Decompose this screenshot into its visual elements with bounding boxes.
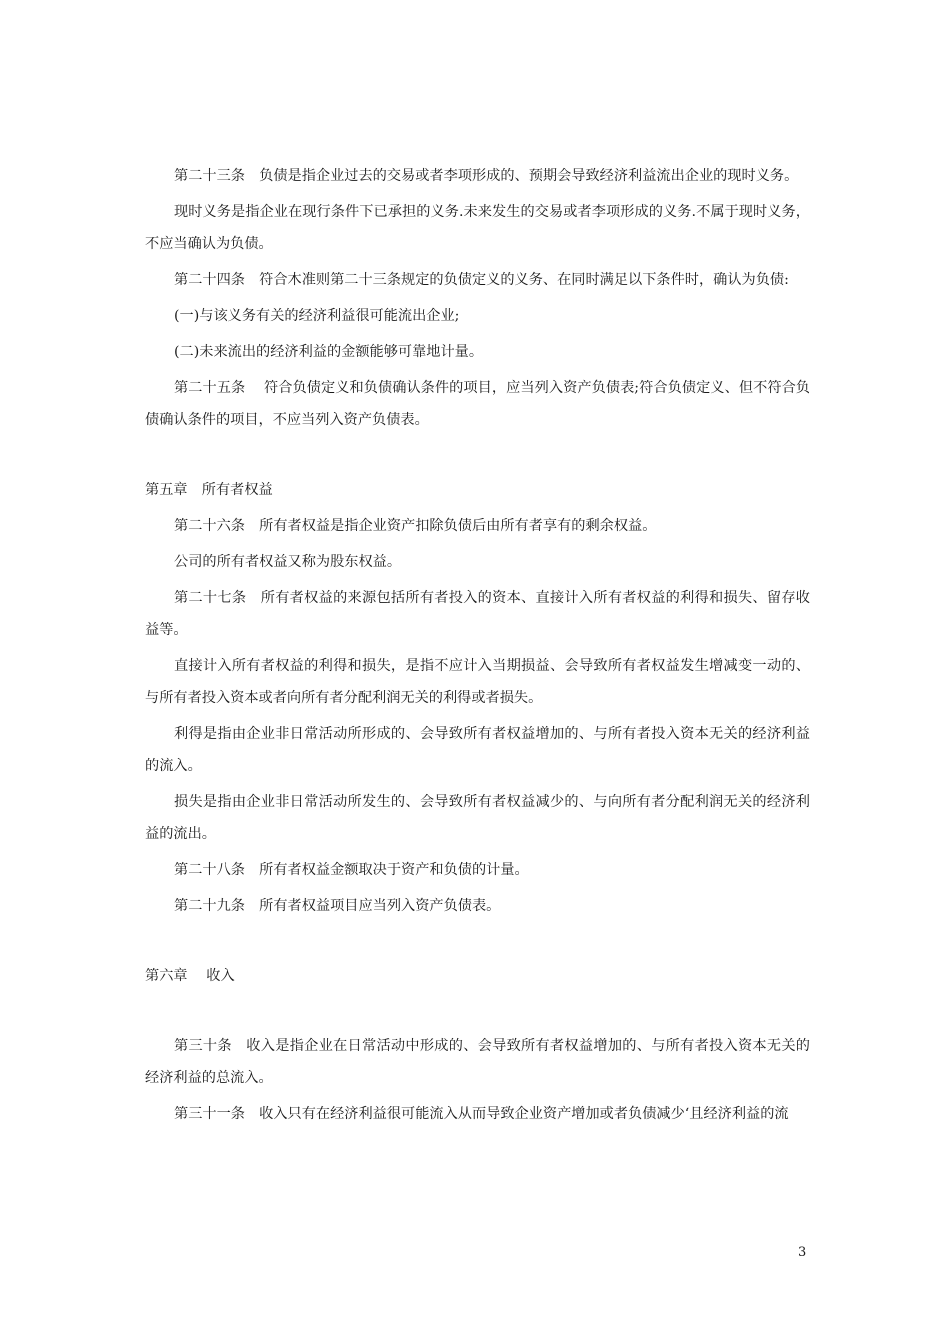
article-27-paragraph-3: 利得是指由企业非日常活动所形成的、会导致所有者权益增加的、与所有者投入资本无关的经济利益的流入。	[145, 726, 810, 774]
chapter-5-heading: 第五章 所有者权益	[145, 482, 273, 498]
article-28: 第二十八条 所有者权益金额取决于资产和负债的计量。	[174, 862, 529, 878]
document-body	[145, 160, 810, 1134]
article-29: 第二十九条 所有者权益项目应当列入资产负债表。	[174, 898, 501, 914]
article-27-paragraph-2: 直接计入所有者权益的利得和损失，是指不应计入当期损益、会导致所有者权益发生增减变一动的、与所有者投入资本或者向所有者分配利润无关的利得或者损失。	[145, 658, 810, 706]
article-27-paragraph-4: 损失是指由企业非日常活动所发生的、会导致所有者权益减少的、与向所有者分配利润无关的经济利益的流出。	[145, 794, 810, 842]
article-24-item-1: (一)与该义务有关的经济利益很可能流出企业;	[174, 308, 460, 324]
chapter-spacer	[145, 996, 810, 1030]
article-23-paragraph-2: 现时义务是指企业在现行条件下已承担的义务.未来发生的交易或者李项形成的义务.不属于现时义务，不应当确认为负债。	[145, 204, 810, 252]
chapter-6-heading: 第六章 收入	[145, 968, 235, 984]
article-24: 第二十四条 符合木准则第二十三条规定的负债定义的义务、在同时满足以下条件时，确认为负债:	[174, 272, 789, 288]
article-31: 第三十一条 收入只有在经济利益很可能流入从而导致企业资产增加或者负债减少‘且经济利益的流	[174, 1106, 789, 1122]
article-24-item-2: (二)未来流出的经济利益的金额能够可靠地计量。	[174, 344, 484, 360]
chapter-spacer	[145, 926, 810, 960]
article-30: 第三十条 收入是指企业在日常活动中形成的、会导致所有者权益增加的、与所有者投入资本无关的经济利益的总流入。	[145, 1038, 810, 1086]
article-27: 第二十七条 所有者权益的来源包括所有者投入的资本、直接计入所有者权益的利得和损失、留存收益等。	[145, 590, 810, 638]
article-25: 第二十五条 符合负债定义和负债确认条件的项目，应当列入资产负债表;符合负债定义、但不符合负债确认条件的项目，不应当列入资产负债表。	[145, 380, 810, 428]
page-number: 3	[798, 1245, 807, 1260]
article-26-paragraph-2: 公司的所有者权益又称为股东权益。	[174, 554, 402, 570]
article-23: 第二十三条 负债是指企业过去的交易或者李项形成的、预期会导致经济利益流出企业的现时义务。	[174, 168, 799, 184]
article-26: 第二十六条 所有者权益是指企业资产扣除负债后由所有者享有的剩余权益。	[174, 518, 657, 534]
chapter-spacer	[145, 440, 810, 474]
